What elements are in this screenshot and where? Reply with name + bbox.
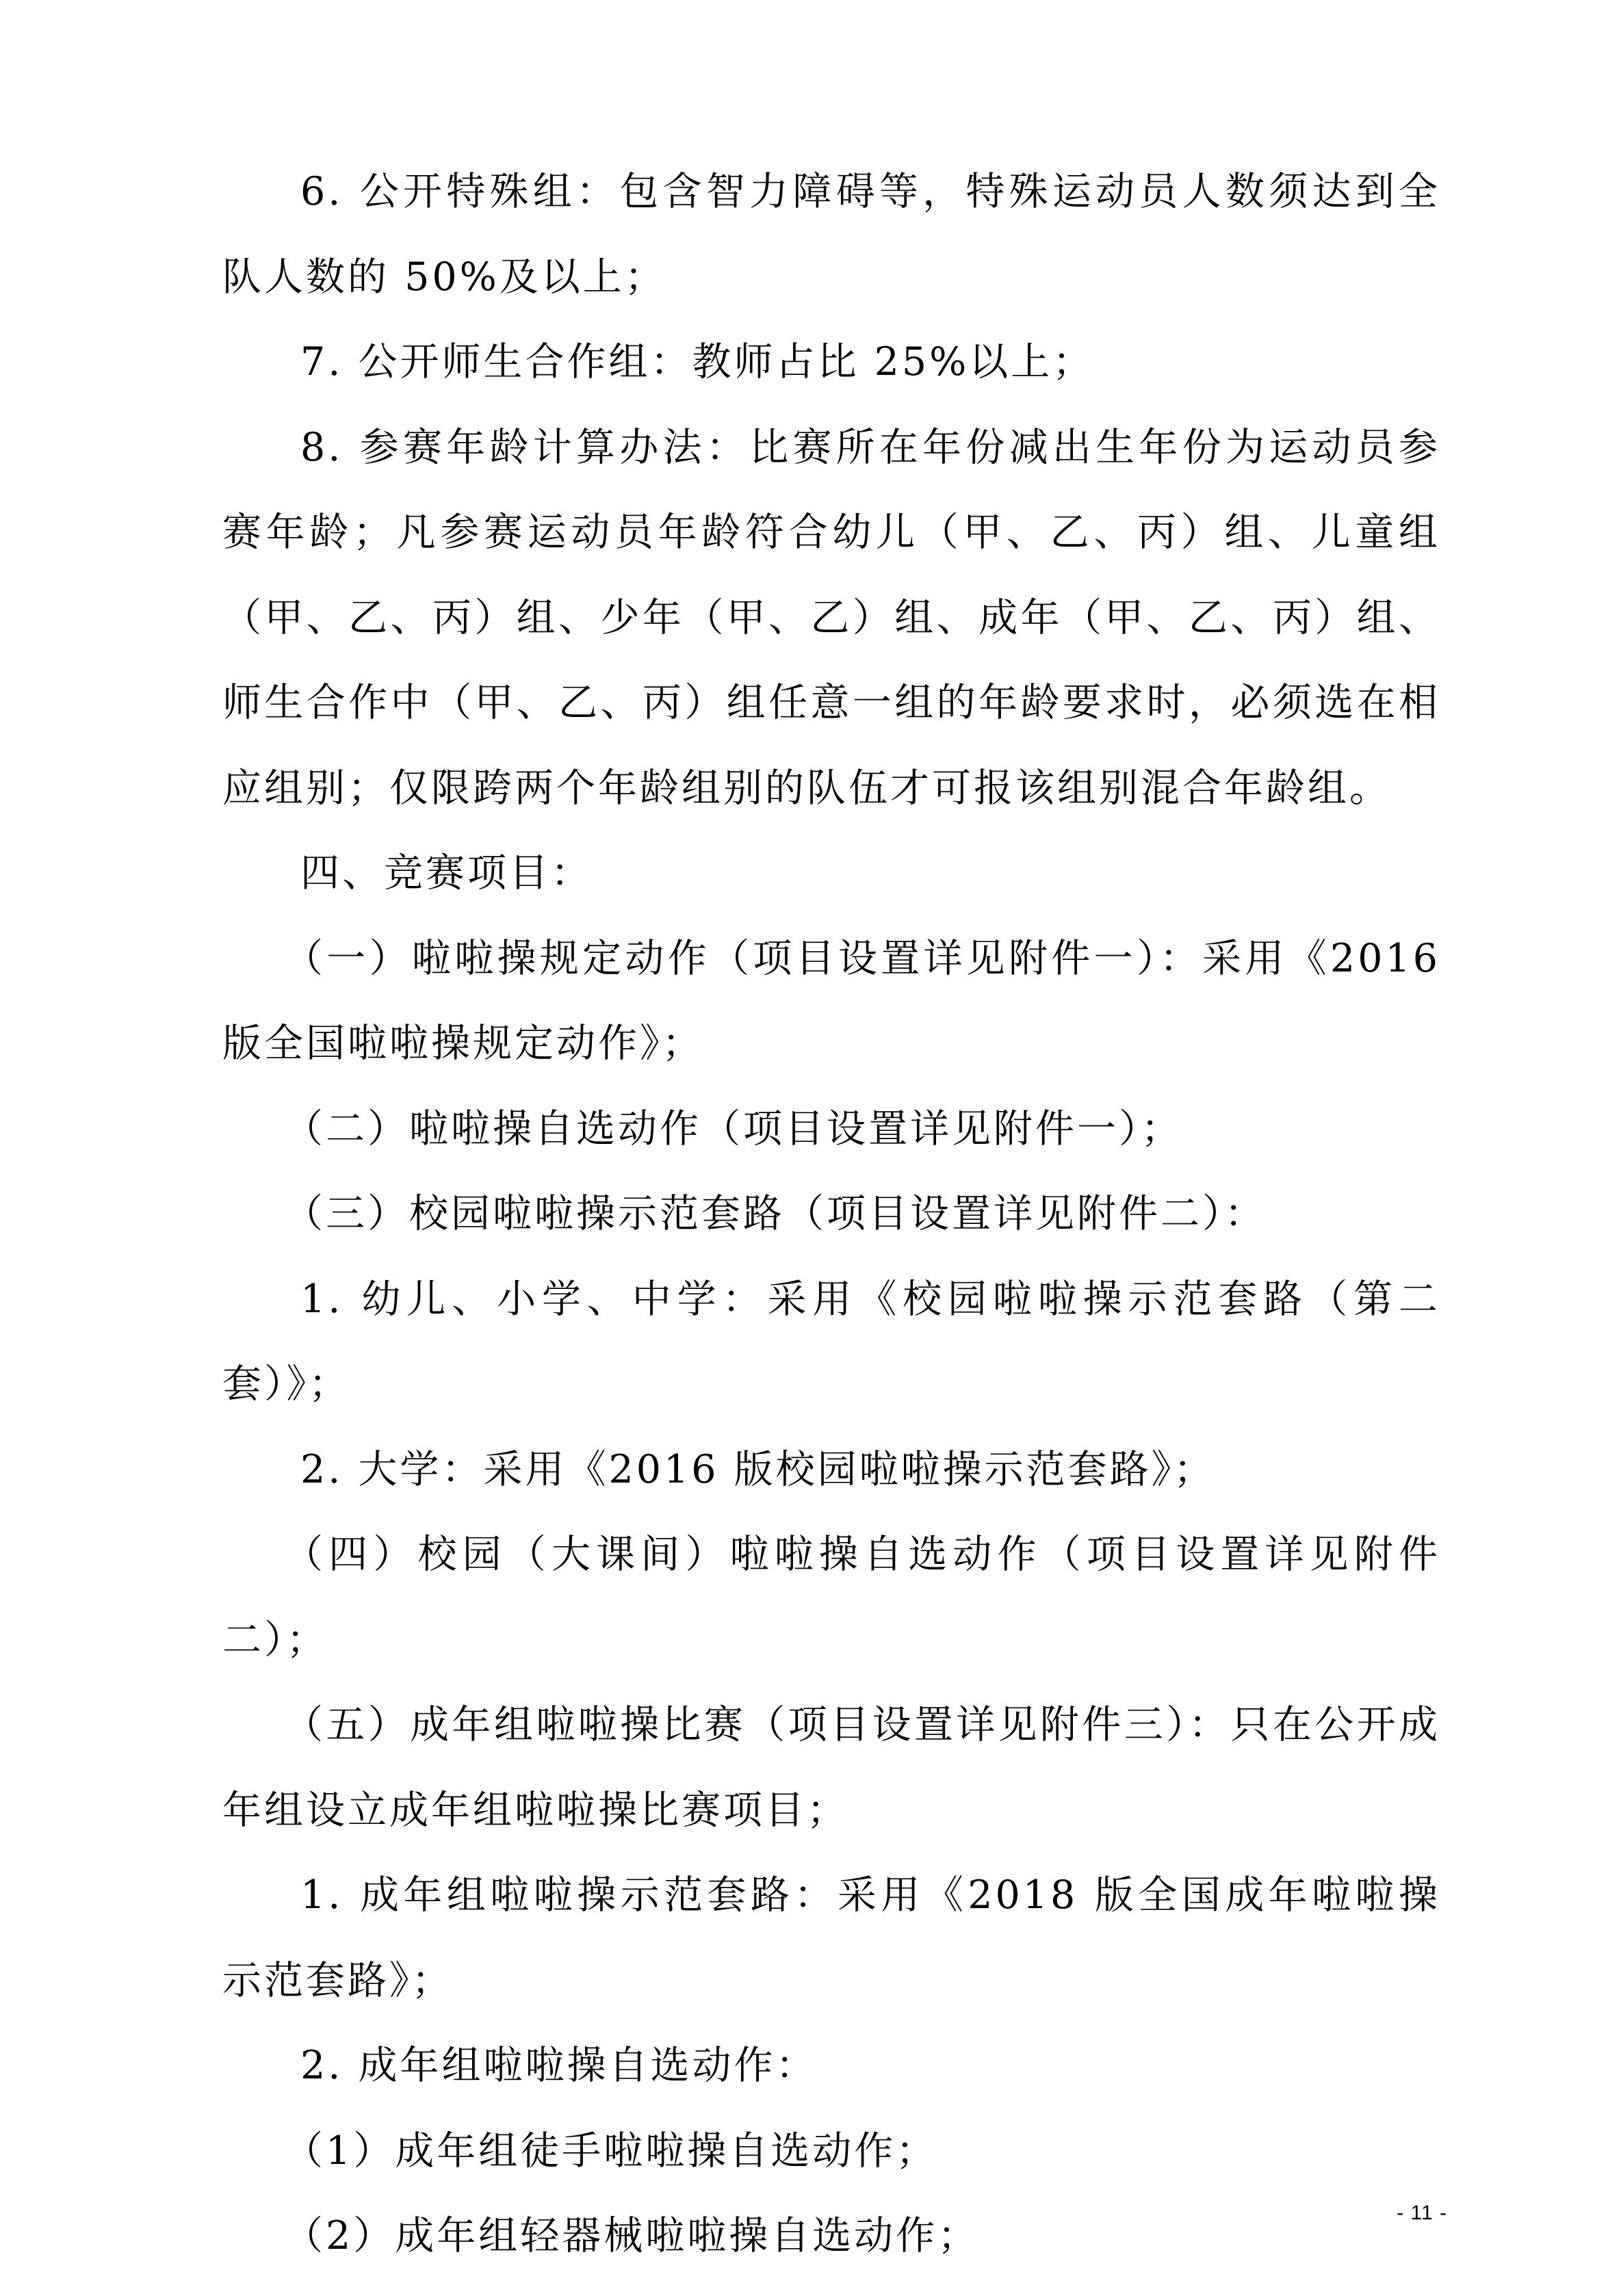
subitem-adult-light-apparatus: （2）成年组轻器械啦啦操自选动作； — [284, 2213, 980, 2258]
section-heading-competition-items: 四、竞赛项目： — [300, 850, 593, 896]
item-campus-demo-routine: （三）校园啦啦操示范套路（项目设置详见附件二）： — [284, 1191, 1267, 1236]
subitem-kindergarten-school: 1. 幼儿、小学、中学：采用《校园啦啦操示范套路（第二套）》； — [222, 1276, 1440, 1407]
paragraph-age-calculation: 8. 参赛年龄计算办法：比赛所在年份减出生年份为运动员参赛年龄；凡参赛运动员年龄符合幼儿（甲、乙、丙）组、儿童组（甲、乙、丙）组、少年（甲、乙）组、成年（甲、乙、丙）组、师生合作中（甲、乙、丙）组任意一组的年龄要求时，必须选在相应组别；仅限跨两个年龄组别的队伍才可报该组别混合年龄组。 — [222, 424, 1440, 811]
item-compulsory-routine: （一）啦啦操规定动作（项目设置详见附件一）：采用《2016版全国啦啦操规定动作》； — [222, 935, 1440, 1066]
document-body — [222, 149, 1440, 2279]
paragraph-special-group: 6. 公开特殊组：包含智力障碍等，特殊运动员人数须达到全队人数的 50%及以上； — [222, 169, 1440, 300]
subitem-adult-demo-routine: 1. 成年组啦啦操示范套路：采用《2018 版全国成年啦啦操示范套路》； — [222, 1873, 1440, 2003]
item-campus-break-optional: （四）校园（大课间）啦啦操自选动作（项目设置详见附件二）； — [222, 1532, 1440, 1662]
subitem-adult-optional-routine: 2. 成年组啦啦操自选动作： — [300, 2043, 818, 2088]
subitem-university: 2. 大学：采用《2016 版校园啦啦操示范套路》； — [300, 1446, 1216, 1492]
paragraph-teacher-student-group: 7. 公开师生合作组：教师占比 25%以上； — [300, 339, 1095, 384]
page-number: - 11 - — [1397, 2202, 1447, 2224]
item-adult-competition: （五）成年组啦啦操比赛（项目设置详见附件三）：只在公开成年组设立成年组啦啦操比赛项目； — [222, 1702, 1440, 1833]
item-optional-routine: （二）啦啦操自选动作（项目设置详见附件一）； — [284, 1106, 1183, 1151]
subitem-adult-freehand: （1）成年组徒手啦啦操自选动作； — [284, 2128, 938, 2174]
